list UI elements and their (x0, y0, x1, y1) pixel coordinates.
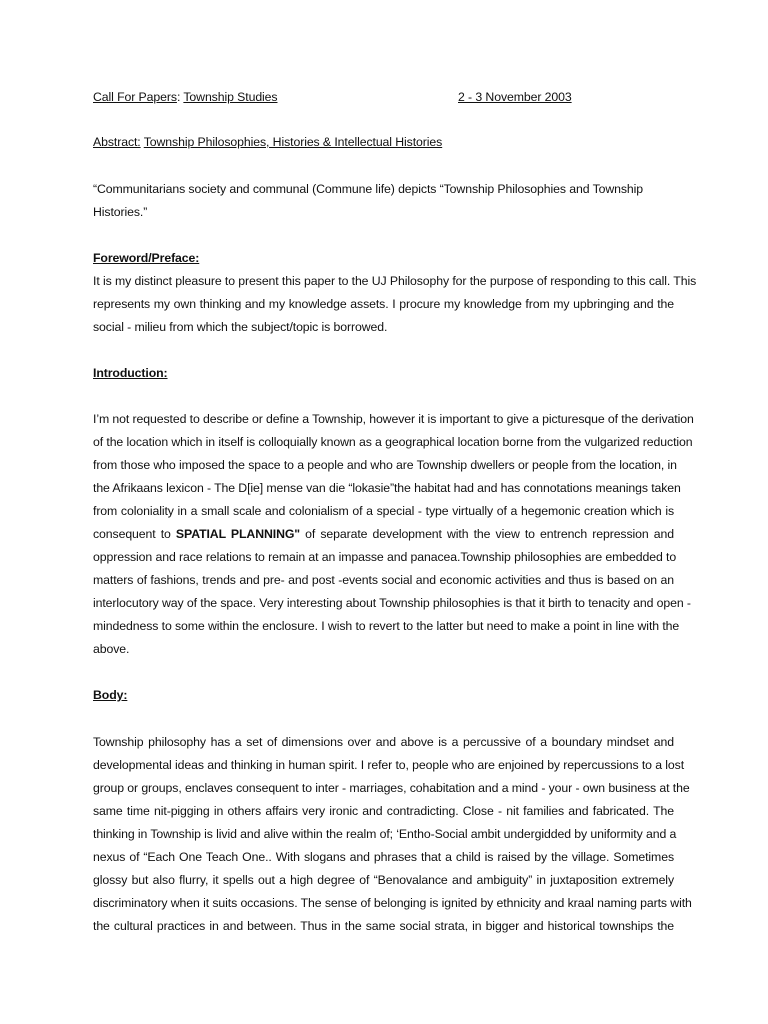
foreword-line-2: represents my own thinking and my knowledge assets. I procure my knowledge from my upbringing and the (93, 297, 674, 311)
intro-line-6-pre: consequent to (93, 527, 176, 541)
quote-line-2: Histories.” (93, 205, 148, 219)
abstract-title: Township Philosophies, Histories & Intellectual Histories (143, 135, 443, 149)
abstract-label: Abstract: (93, 135, 141, 149)
body-line-1: Township philosophy has a set of dimensions over and above is a percussive of a boundary mindset and (93, 735, 674, 749)
quote-line-1: “Communitarians society and communal (Commune life) depicts “Township Philosophies and Township (93, 182, 644, 196)
cfp-label: Call For Papers (93, 90, 177, 104)
foreword-line-1: It is my distinct pleasure to present this paper to the UJ Philosophy for the purpose of responding to this call. This (93, 274, 697, 288)
intro-line-6-post: of separate development with the view to entrench repression and (300, 527, 674, 541)
intro-line-11: above. (93, 642, 130, 656)
intro-line-2: of the location which in itself is colloquially known as a geographical location borne from the vulgarized reduction (93, 435, 693, 449)
intro-line-7: oppression and race relations to remain at an impasse and panacea.Township philosophies are embedded to (93, 550, 677, 564)
foreword-heading: Foreword/Preface: (93, 251, 200, 265)
body-line-8: discriminatory when it suits occasions. The sense of belonging is ignited by ethnicity and kraal naming parts with (93, 896, 692, 910)
body-line-5: thinking in Township is livid and alive within the realm of; ‘Entho-Social ambit undergidded by uniformity and a (93, 827, 677, 841)
body-heading: Body: (93, 688, 128, 702)
body-line-9: the cultural practices in and between. Thus in the same social strata, in bigger and historical townships the (93, 919, 674, 933)
spatial-planning-bold: SPATIAL PLANNING" (175, 527, 301, 541)
introduction-heading: Introduction: (93, 366, 168, 380)
intro-line-8: matters of fashions, trends and pre- and post -events social and economic activities and thus is based on an (93, 573, 674, 587)
body-line-6: nexus of “Each One Teach One.. With slogans and phrases that a child is raised by the village. Sometimes (93, 850, 674, 864)
intro-line-10: mindedness to some within the enclosure. I wish to revert to the latter but need to make a point in line with the (93, 619, 680, 633)
intro-line-4: the Afrikaans lexicon - The D[ie] mense van die “lokasie”the habitat had and has connotations meanings taken (93, 481, 681, 495)
intro-line-5: from coloniality in a small scale and colonialism of a special - type virtually of a hegemonic creation which is (93, 504, 674, 518)
intro-line-1: I’m not requested to describe or define a Township, however it is important to give a picturesque of the derivation (93, 412, 694, 426)
body-line-4: same time nit-pigging in others affairs very ironic and contradicting. Close - nit families and fabricated. The (93, 804, 674, 818)
intro-line-3: from those who imposed the space to a people and who are Township dwellers or people from the location, in (93, 458, 677, 472)
intro-line-6 (93, 526, 674, 542)
body-line-3: group or groups, enclaves consequent to inter - marriages, cohabitation and a mind - your - own business at the (93, 781, 690, 795)
body-line-7: glossy but also flurry, it spells out a high degree of “Benovalance and ambiguity” in juxtaposition extremely (93, 873, 674, 887)
cfp-colon: : (176, 90, 181, 104)
foreword-line-3: social - milieu from which the subject/topic is borrowed. (93, 320, 388, 334)
call-for-papers-line (93, 89, 277, 105)
body-line-2: developmental ideas and thinking in human spirit. I refer to, people who are enjoined by repercussions to a lost (93, 758, 685, 772)
intro-line-9: interlocutory way of the space. Very interesting about Township philosophies is that it birth to tenacity and open - (93, 596, 691, 610)
abstract-line (93, 134, 442, 150)
cfp-title: Township Studies (183, 90, 278, 104)
conference-date: 2 - 3 November 2003 (458, 90, 572, 104)
